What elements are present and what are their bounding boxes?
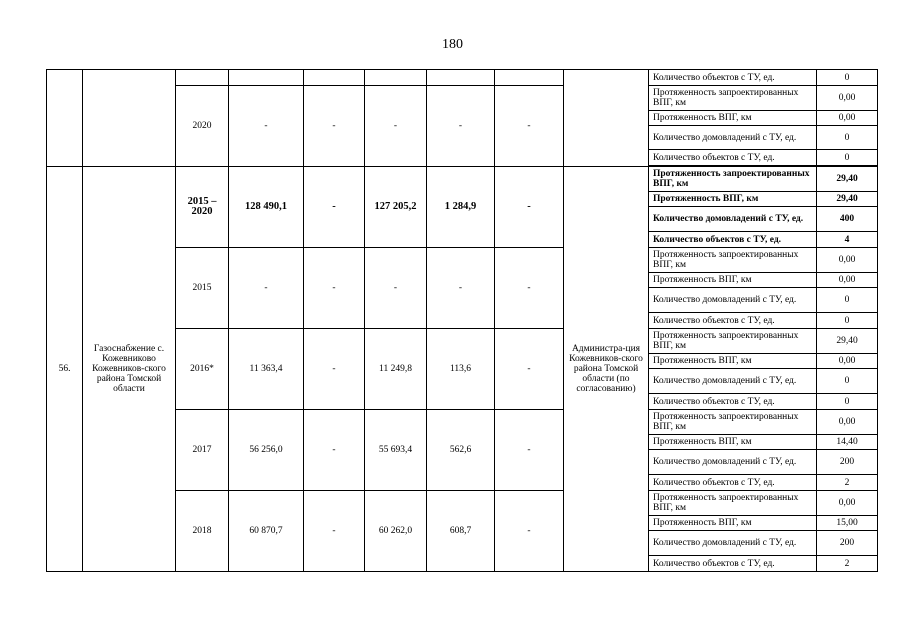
regional-cell: 55 693,4 bbox=[365, 410, 427, 491]
indicator-name: Количество объектов с ТУ, ед. bbox=[649, 394, 817, 410]
indicator-value: 0,00 bbox=[817, 248, 878, 273]
indicator-value: 0 bbox=[817, 394, 878, 410]
indicator-name: Протяженность ВПГ, км bbox=[649, 111, 817, 126]
page-number: 180 bbox=[442, 37, 463, 52]
indicator-name: Количество объектов с ТУ, ед. bbox=[649, 232, 817, 248]
indicator-name: Количество домовладений с ТУ, ед. bbox=[649, 369, 817, 394]
federal-cell: - bbox=[304, 167, 365, 248]
local-cell: 608,7 bbox=[427, 491, 495, 572]
total-cell: - bbox=[229, 248, 304, 329]
indicator-name: Количество домовладений с ТУ, ед. bbox=[649, 207, 817, 232]
table-row bbox=[47, 167, 878, 192]
regional-cell: - bbox=[365, 248, 427, 329]
regional-cell: 127 205,2 bbox=[365, 167, 427, 248]
federal-cell: - bbox=[304, 491, 365, 572]
indicator-name: Количество домовладений с ТУ, ед. bbox=[649, 450, 817, 475]
indicator-name: Количество объектов с ТУ, ед. bbox=[649, 475, 817, 491]
indicator-name: Протяженность запроектированных ВПГ, км bbox=[649, 491, 817, 516]
indicator-name: Количество объектов с ТУ, ед. bbox=[649, 556, 817, 572]
other-cell: - bbox=[495, 86, 564, 167]
indicator-value: 0,00 bbox=[817, 273, 878, 288]
indicator-value: 29,40 bbox=[817, 192, 878, 207]
indicator-value: 200 bbox=[817, 531, 878, 556]
local-cell: 113,6 bbox=[427, 329, 495, 410]
name-cell-prev bbox=[83, 70, 176, 167]
indicator-value: 200 bbox=[817, 450, 878, 475]
total-cell: 60 870,7 bbox=[229, 491, 304, 572]
total-cell: 11 363,4 bbox=[229, 329, 304, 410]
local-cell: - bbox=[427, 248, 495, 329]
federal-cell: - bbox=[304, 329, 365, 410]
executor-cell-prev bbox=[564, 70, 649, 167]
indicator-name: Протяженность ВПГ, км bbox=[649, 516, 817, 531]
year-cell: 2015 bbox=[176, 248, 229, 329]
indicator-value: 14,40 bbox=[817, 435, 878, 450]
year-cell: 2017 bbox=[176, 410, 229, 491]
total-cell: 56 256,0 bbox=[229, 410, 304, 491]
indicator-name: Протяженность ВПГ, км bbox=[649, 192, 817, 207]
indicator-value: 4 bbox=[817, 232, 878, 248]
local-cell: 562,6 bbox=[427, 410, 495, 491]
indicator-value: 0,00 bbox=[817, 491, 878, 516]
indicator-value: 0 bbox=[817, 313, 878, 329]
indicator-name: Протяженность ВПГ, км bbox=[649, 435, 817, 450]
total-cell: 128 490,1 bbox=[229, 167, 304, 248]
program-table bbox=[46, 69, 878, 572]
indicator-value: 0 bbox=[817, 369, 878, 394]
indicator-value: 0 bbox=[817, 150, 878, 166]
indicator-value: 0,00 bbox=[817, 354, 878, 369]
other-cell: - bbox=[495, 410, 564, 491]
indicator-name: Протяженность запроектированных ВПГ, км bbox=[649, 410, 817, 435]
indicator-value: 2 bbox=[817, 556, 878, 572]
indicator-name: Количество объектов с ТУ, ед. bbox=[649, 150, 817, 166]
regional-cell: 11 249,8 bbox=[365, 329, 427, 410]
indicator-value: 0 bbox=[817, 126, 878, 150]
indicator-name: Протяженность ВПГ, км bbox=[649, 354, 817, 369]
other-cell: - bbox=[495, 491, 564, 572]
executor-cell: Администра-ция Кожевников-ского района Томской области (по согласованию) bbox=[564, 167, 649, 572]
indicator-value: 0,00 bbox=[817, 410, 878, 435]
total-cell: - bbox=[229, 86, 304, 167]
year-cell: 2018 bbox=[176, 491, 229, 572]
indicator-name: Протяженность ВПГ, км bbox=[649, 273, 817, 288]
indicator-value: 0,00 bbox=[817, 111, 878, 126]
indicator-name: Количество домовладений с ТУ, ед. bbox=[649, 288, 817, 313]
indicator-name: Количество объектов с ТУ, ед. bbox=[649, 70, 817, 86]
indicator-value: 0 bbox=[817, 70, 878, 86]
indicator-value: 15,00 bbox=[817, 516, 878, 531]
indicator-value: 0,00 bbox=[817, 86, 878, 111]
indicator-value: 2 bbox=[817, 475, 878, 491]
regional-cell: 60 262,0 bbox=[365, 491, 427, 572]
indicator-value: 400 bbox=[817, 207, 878, 232]
indicator-name: Протяженность запроектированных ВПГ, км bbox=[649, 167, 817, 192]
federal-cell: - bbox=[304, 410, 365, 491]
other-cell: - bbox=[495, 329, 564, 410]
item-number: 56. bbox=[47, 167, 83, 572]
local-cell: 1 284,9 bbox=[427, 167, 495, 248]
indicator-name: Количество домовладений с ТУ, ед. bbox=[649, 531, 817, 556]
indicator-value: 29,40 bbox=[817, 329, 878, 354]
other-cell: - bbox=[495, 248, 564, 329]
indicator-value: 0 bbox=[817, 288, 878, 313]
year-cell: 2020 bbox=[176, 86, 229, 167]
regional-cell: - bbox=[365, 86, 427, 167]
local-cell: - bbox=[427, 86, 495, 167]
item-name: Газоснабжение с. Кожевниково Кожевников-ского района Томской области bbox=[83, 167, 176, 572]
number-cell-prev bbox=[47, 70, 83, 167]
federal-cell: - bbox=[304, 248, 365, 329]
other-cell: - bbox=[495, 167, 564, 248]
indicator-value: 29,40 bbox=[817, 167, 878, 192]
year-cell: 2015 – 2020 bbox=[176, 167, 229, 248]
indicator-name: Протяженность запроектированных ВПГ, км bbox=[649, 248, 817, 273]
federal-cell: - bbox=[304, 86, 365, 167]
indicator-name: Протяженность запроектированных ВПГ, км bbox=[649, 329, 817, 354]
year-cell: 2016* bbox=[176, 329, 229, 410]
indicator-name: Протяженность запроектированных ВПГ, км bbox=[649, 86, 817, 111]
indicator-name: Количество объектов с ТУ, ед. bbox=[649, 313, 817, 329]
indicator-name: Количество домовладений с ТУ, ед. bbox=[649, 126, 817, 150]
table-row bbox=[47, 70, 878, 86]
